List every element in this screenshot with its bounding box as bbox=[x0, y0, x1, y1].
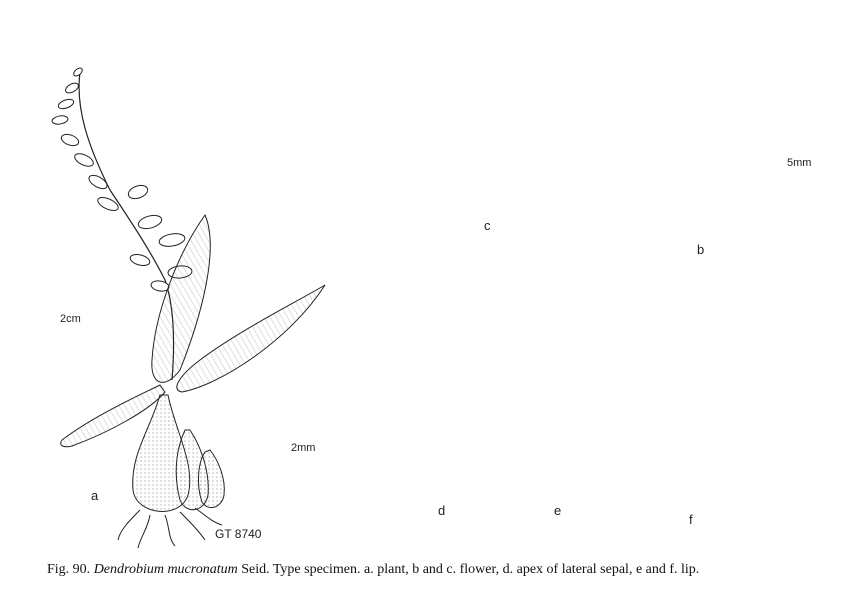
panel-label-d: d bbox=[438, 503, 446, 518]
collector-code: GT 8740 bbox=[215, 527, 262, 541]
panel-label-e: e bbox=[554, 503, 562, 518]
plant-drawing bbox=[51, 66, 325, 548]
caption-prefix: Fig. 90. bbox=[47, 562, 94, 577]
scale-label-2cm: 2cm bbox=[60, 313, 81, 325]
scale-label-2mm: 2mm bbox=[291, 442, 316, 454]
panel-label-f: f bbox=[689, 512, 693, 527]
caption-species: Dendrobium mucronatum bbox=[93, 562, 238, 577]
panel-label-a: a bbox=[91, 488, 99, 503]
caption-rest: Seid. Type specimen. a. plant, b and c. flower, d. apex of lateral sepal, e and f. lip. bbox=[237, 562, 700, 577]
panel-label-c: c bbox=[484, 218, 491, 233]
scale-label-5mm: 5mm bbox=[787, 157, 812, 169]
panel-label-b: b bbox=[697, 242, 705, 257]
figure-caption bbox=[47, 562, 699, 578]
